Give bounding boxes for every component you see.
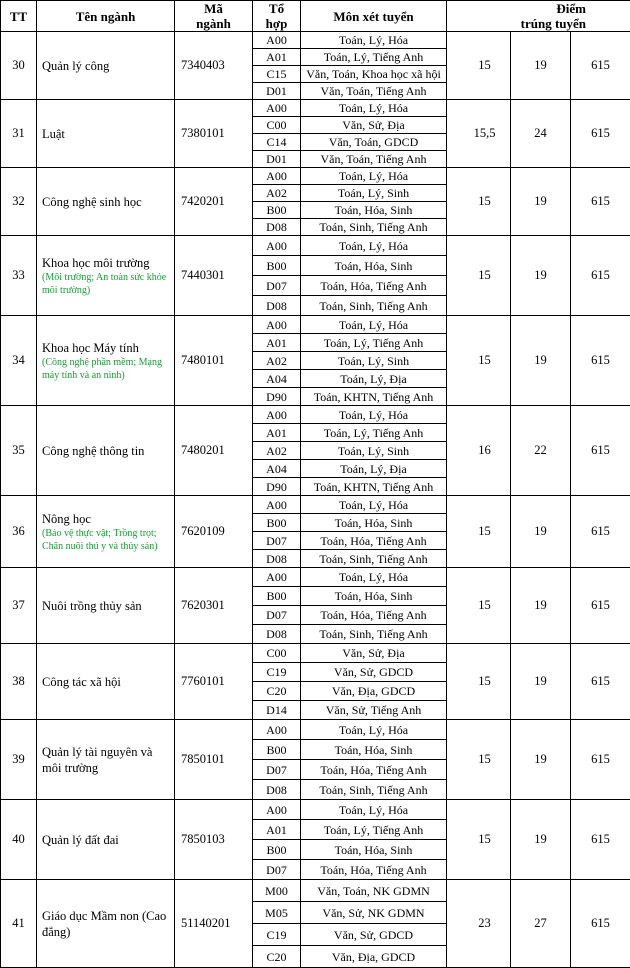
major-name: Nuôi trồng thủy sản <box>42 598 172 614</box>
combination-subjects: Toán, Lý, Tiếng Anh <box>301 424 447 442</box>
combination-code: M00 <box>253 880 301 902</box>
combination-subjects: Toán, Hóa, Tiếng Anh <box>301 532 447 550</box>
header-major-code <box>175 1 253 32</box>
combination-subjects: Toán, Hóa, Sinh <box>301 256 447 276</box>
combination-subjects: Toán, KHTN, Tiếng Anh <box>301 478 447 496</box>
score-3: 615 <box>571 316 630 406</box>
score-1: 15 <box>447 568 511 644</box>
table-row <box>1 406 630 424</box>
combination-subjects: Toán, Lý, Sinh <box>301 352 447 370</box>
combination-subjects: Toán, Sinh, Tiếng Anh <box>301 625 447 644</box>
combination-subjects: Văn, Sử, NK GDMN <box>301 902 447 924</box>
row-number: 31 <box>1 100 37 168</box>
score-3: 615 <box>571 100 630 168</box>
combination-code: C20 <box>253 682 301 701</box>
row-number: 36 <box>1 496 37 568</box>
major-specialization: (Môi trường; An toàn sức khỏe môi trường) <box>42 271 172 297</box>
combination-code: A00 <box>253 406 301 424</box>
major-code: 7480101 <box>175 316 253 406</box>
combination-subjects: Văn, Sử, GDCD <box>301 924 447 946</box>
major-name-cell <box>37 720 175 800</box>
score-3: 615 <box>571 32 630 100</box>
combination-code: A04 <box>253 370 301 388</box>
score-3: 615 <box>571 236 630 316</box>
combination-subjects: Toán, Lý, Hóa <box>301 236 447 256</box>
combination-code: D07 <box>253 860 301 880</box>
combination-subjects: Toán, Lý, Hóa <box>301 32 447 49</box>
combination-code: A00 <box>253 168 301 185</box>
table-row <box>1 800 630 820</box>
table-row <box>1 236 630 256</box>
score-2: 27 <box>511 880 571 968</box>
table-row <box>1 720 630 740</box>
combination-subjects: Toán, Lý, Hóa <box>301 168 447 185</box>
major-name: Khoa học Máy tính <box>42 340 172 356</box>
score-3: 615 <box>571 496 630 568</box>
score-1: 15 <box>447 496 511 568</box>
combination-subjects: Toán, Lý, Hóa <box>301 496 447 514</box>
combination-code: D08 <box>253 625 301 644</box>
combination-subjects: Văn, Sử, Tiếng Anh <box>301 701 447 720</box>
combination-subjects: Toán, Lý, Địa <box>301 460 447 478</box>
combination-code: D07 <box>253 532 301 550</box>
score-1: 15 <box>447 720 511 800</box>
combination-code: D90 <box>253 388 301 406</box>
combination-code: D08 <box>253 296 301 316</box>
combination-code: A04 <box>253 460 301 478</box>
major-name-cell <box>37 32 175 100</box>
header-combo-line1: Tổ <box>269 1 284 16</box>
score-3: 615 <box>571 800 630 880</box>
combination-code: A00 <box>253 32 301 49</box>
major-name-cell <box>37 644 175 720</box>
major-code: 7380101 <box>175 100 253 168</box>
combination-code: C14 <box>253 134 301 151</box>
major-code: 7620109 <box>175 496 253 568</box>
major-name: Công nghệ thông tin <box>42 443 172 459</box>
score-2: 19 <box>511 316 571 406</box>
combination-code: A01 <box>253 820 301 840</box>
major-name: Quản lý công <box>42 58 172 74</box>
major-code: 7760101 <box>175 644 253 720</box>
score-3: 615 <box>571 568 630 644</box>
major-code: 7850101 <box>175 720 253 800</box>
score-3: 615 <box>571 168 630 236</box>
combination-subjects: Toán, Hóa, Sinh <box>301 202 447 219</box>
combination-subjects: Toán, Lý, Tiếng Anh <box>301 334 447 352</box>
score-3: 615 <box>571 406 630 496</box>
combination-code: A00 <box>253 236 301 256</box>
major-name-cell <box>37 880 175 968</box>
combination-subjects: Toán, Hóa, Sinh <box>301 587 447 606</box>
combination-subjects: Văn, Sử, GDCD <box>301 663 447 682</box>
combination-subjects: Văn, Sử, Địa <box>301 117 447 134</box>
combination-code: B00 <box>253 840 301 860</box>
combination-code: C19 <box>253 924 301 946</box>
major-name-cell <box>37 236 175 316</box>
combination-code: D07 <box>253 606 301 625</box>
combination-subjects: Toán, Lý, Sinh <box>301 442 447 460</box>
score-2: 24 <box>511 100 571 168</box>
combination-code: D14 <box>253 701 301 720</box>
major-name: Nông học <box>42 511 172 527</box>
combination-code: A00 <box>253 800 301 820</box>
major-name-cell <box>37 800 175 880</box>
table-row <box>1 568 630 587</box>
major-code: 7420201 <box>175 168 253 236</box>
major-name-cell <box>37 168 175 236</box>
combination-subjects: Toán, Lý, Hóa <box>301 100 447 117</box>
combination-code: C00 <box>253 644 301 663</box>
header-code-line1: Mã <box>204 1 223 16</box>
major-name: Quản lý đất đai <box>42 832 172 848</box>
header-tt: TT <box>1 1 37 32</box>
row-number: 39 <box>1 720 37 800</box>
major-name: Giáo dục Mầm non (Cao đẳng) <box>42 908 172 940</box>
combination-code: D08 <box>253 219 301 236</box>
combination-subjects: Toán, Lý, Hóa <box>301 406 447 424</box>
combination-code: A01 <box>253 424 301 442</box>
combination-subjects: Văn, Toán, Tiếng Anh <box>301 151 447 168</box>
table-row <box>1 644 630 663</box>
major-name-cell <box>37 406 175 496</box>
header-major-name: Tên ngành <box>37 1 175 32</box>
row-number: 38 <box>1 644 37 720</box>
score-2: 19 <box>511 644 571 720</box>
combination-code: D01 <box>253 151 301 168</box>
major-name: Quản lý tài nguyên và môi trường <box>42 744 172 776</box>
table-row <box>1 168 630 185</box>
score-1: 15 <box>447 800 511 880</box>
score-1: 16 <box>447 406 511 496</box>
combination-code: B00 <box>253 256 301 276</box>
combination-code: A02 <box>253 185 301 202</box>
combination-subjects: Toán, Hóa, Sinh <box>301 840 447 860</box>
score-1: 15,5 <box>447 100 511 168</box>
score-2: 19 <box>511 568 571 644</box>
row-number: 37 <box>1 568 37 644</box>
combination-code: D90 <box>253 478 301 496</box>
table-body <box>1 32 630 968</box>
combination-code: A00 <box>253 496 301 514</box>
major-code: 7620301 <box>175 568 253 644</box>
major-name: Luật <box>42 126 172 142</box>
combination-subjects: Toán, Hóa, Tiếng Anh <box>301 860 447 880</box>
combination-subjects: Toán, Lý, Hóa <box>301 316 447 334</box>
combination-subjects: Toán, Lý, Hóa <box>301 800 447 820</box>
combination-subjects: Văn, Địa, GDCD <box>301 946 447 968</box>
row-number: 41 <box>1 880 37 968</box>
combination-subjects: Toán, Lý, Tiếng Anh <box>301 820 447 840</box>
combination-code: C20 <box>253 946 301 968</box>
major-code: 51140201 <box>175 880 253 968</box>
combination-subjects: Văn, Địa, GDCD <box>301 682 447 701</box>
combination-subjects: Toán, Hóa, Sinh <box>301 740 447 760</box>
combination-subjects: Toán, Lý, Hóa <box>301 720 447 740</box>
combination-code: A00 <box>253 568 301 587</box>
major-name-cell <box>37 496 175 568</box>
combination-code: B00 <box>253 740 301 760</box>
row-number: 34 <box>1 316 37 406</box>
combination-subjects: Toán, KHTN, Tiếng Anh <box>301 388 447 406</box>
major-specialization: (Công nghệ phần mềm; Mạng máy tính và an ninh) <box>42 356 172 382</box>
combination-subjects: Toán, Lý, Tiếng Anh <box>301 49 447 66</box>
header-subjects: Môn xét tuyển <box>301 1 447 32</box>
table-header-row <box>1 1 630 32</box>
combination-code: A02 <box>253 442 301 460</box>
combination-subjects: Văn, Toán, GDCD <box>301 134 447 151</box>
score-2: 19 <box>511 720 571 800</box>
combination-subjects: Văn, Toán, Tiếng Anh <box>301 83 447 100</box>
header-score-line2: trúng tuyển <box>521 16 586 31</box>
major-name: Công tác xã hội <box>42 674 172 690</box>
score-2: 19 <box>511 32 571 100</box>
row-number: 35 <box>1 406 37 496</box>
combination-code: A01 <box>253 334 301 352</box>
score-2: 22 <box>511 406 571 496</box>
header-code-line2: ngành <box>196 16 231 31</box>
combination-subjects: Toán, Sinh, Tiếng Anh <box>301 780 447 800</box>
combination-subjects: Toán, Sinh, Tiếng Anh <box>301 219 447 236</box>
combination-code: A00 <box>253 100 301 117</box>
major-code: 7850103 <box>175 800 253 880</box>
header-combo-line2: hợp <box>266 16 288 31</box>
score-1: 15 <box>447 236 511 316</box>
combination-code: D08 <box>253 780 301 800</box>
combination-code: C19 <box>253 663 301 682</box>
score-1: 15 <box>447 316 511 406</box>
combination-code: A00 <box>253 316 301 334</box>
score-1: 15 <box>447 644 511 720</box>
major-code: 7340403 <box>175 32 253 100</box>
major-name: Công nghệ sinh học <box>42 194 172 210</box>
combination-code: B00 <box>253 587 301 606</box>
combination-subjects: Toán, Hóa, Tiếng Anh <box>301 760 447 780</box>
combination-code: A02 <box>253 352 301 370</box>
table-row <box>1 880 630 902</box>
combination-code: D01 <box>253 83 301 100</box>
major-name-cell <box>37 100 175 168</box>
combination-subjects: Văn, Sử, Địa <box>301 644 447 663</box>
score-3: 615 <box>571 720 630 800</box>
row-number: 30 <box>1 32 37 100</box>
header-admission-score <box>447 1 630 32</box>
combination-code: M05 <box>253 902 301 924</box>
score-1: 15 <box>447 168 511 236</box>
score-1: 15 <box>447 32 511 100</box>
major-name-cell <box>37 568 175 644</box>
combination-subjects: Văn, Toán, NK GDMN <box>301 880 447 902</box>
table-row <box>1 32 630 49</box>
score-2: 19 <box>511 168 571 236</box>
header-combination <box>253 1 301 32</box>
major-name: Khoa học môi trường <box>42 255 172 271</box>
row-number: 40 <box>1 800 37 880</box>
score-1: 23 <box>447 880 511 968</box>
major-name-cell <box>37 316 175 406</box>
combination-subjects: Toán, Lý, Địa <box>301 370 447 388</box>
combination-code: C00 <box>253 117 301 134</box>
combination-code: C15 <box>253 66 301 83</box>
combination-subjects: Văn, Toán, Khoa học xã hội <box>301 66 447 83</box>
combination-code: D07 <box>253 276 301 296</box>
combination-subjects: Toán, Lý, Hóa <box>301 568 447 587</box>
major-specialization: (Bảo vệ thực vật; Trồng trọt; Chăn nuôi thú y và thủy sản) <box>42 527 172 553</box>
combination-code: B00 <box>253 514 301 532</box>
table-row <box>1 496 630 514</box>
combination-code: B00 <box>253 202 301 219</box>
score-2: 19 <box>511 236 571 316</box>
score-3: 615 <box>571 644 630 720</box>
table-row <box>1 100 630 117</box>
score-2: 19 <box>511 800 571 880</box>
major-code: 7440301 <box>175 236 253 316</box>
combination-code: D08 <box>253 550 301 568</box>
score-2: 19 <box>511 496 571 568</box>
row-number: 33 <box>1 236 37 316</box>
combination-subjects: Toán, Hóa, Sinh <box>301 514 447 532</box>
combination-subjects: Toán, Hóa, Tiếng Anh <box>301 276 447 296</box>
combination-code: A00 <box>253 720 301 740</box>
row-number: 32 <box>1 168 37 236</box>
combination-subjects: Toán, Lý, Sinh <box>301 185 447 202</box>
combination-subjects: Toán, Hóa, Tiếng Anh <box>301 606 447 625</box>
major-code: 7480201 <box>175 406 253 496</box>
score-3: 615 <box>571 880 630 968</box>
combination-code: A01 <box>253 49 301 66</box>
combination-subjects: Toán, Sinh, Tiếng Anh <box>301 296 447 316</box>
header-score-line1: Điểm <box>556 1 586 16</box>
combination-subjects: Toán, Sinh, Tiếng Anh <box>301 550 447 568</box>
table-row <box>1 316 630 334</box>
combination-code: D07 <box>253 760 301 780</box>
